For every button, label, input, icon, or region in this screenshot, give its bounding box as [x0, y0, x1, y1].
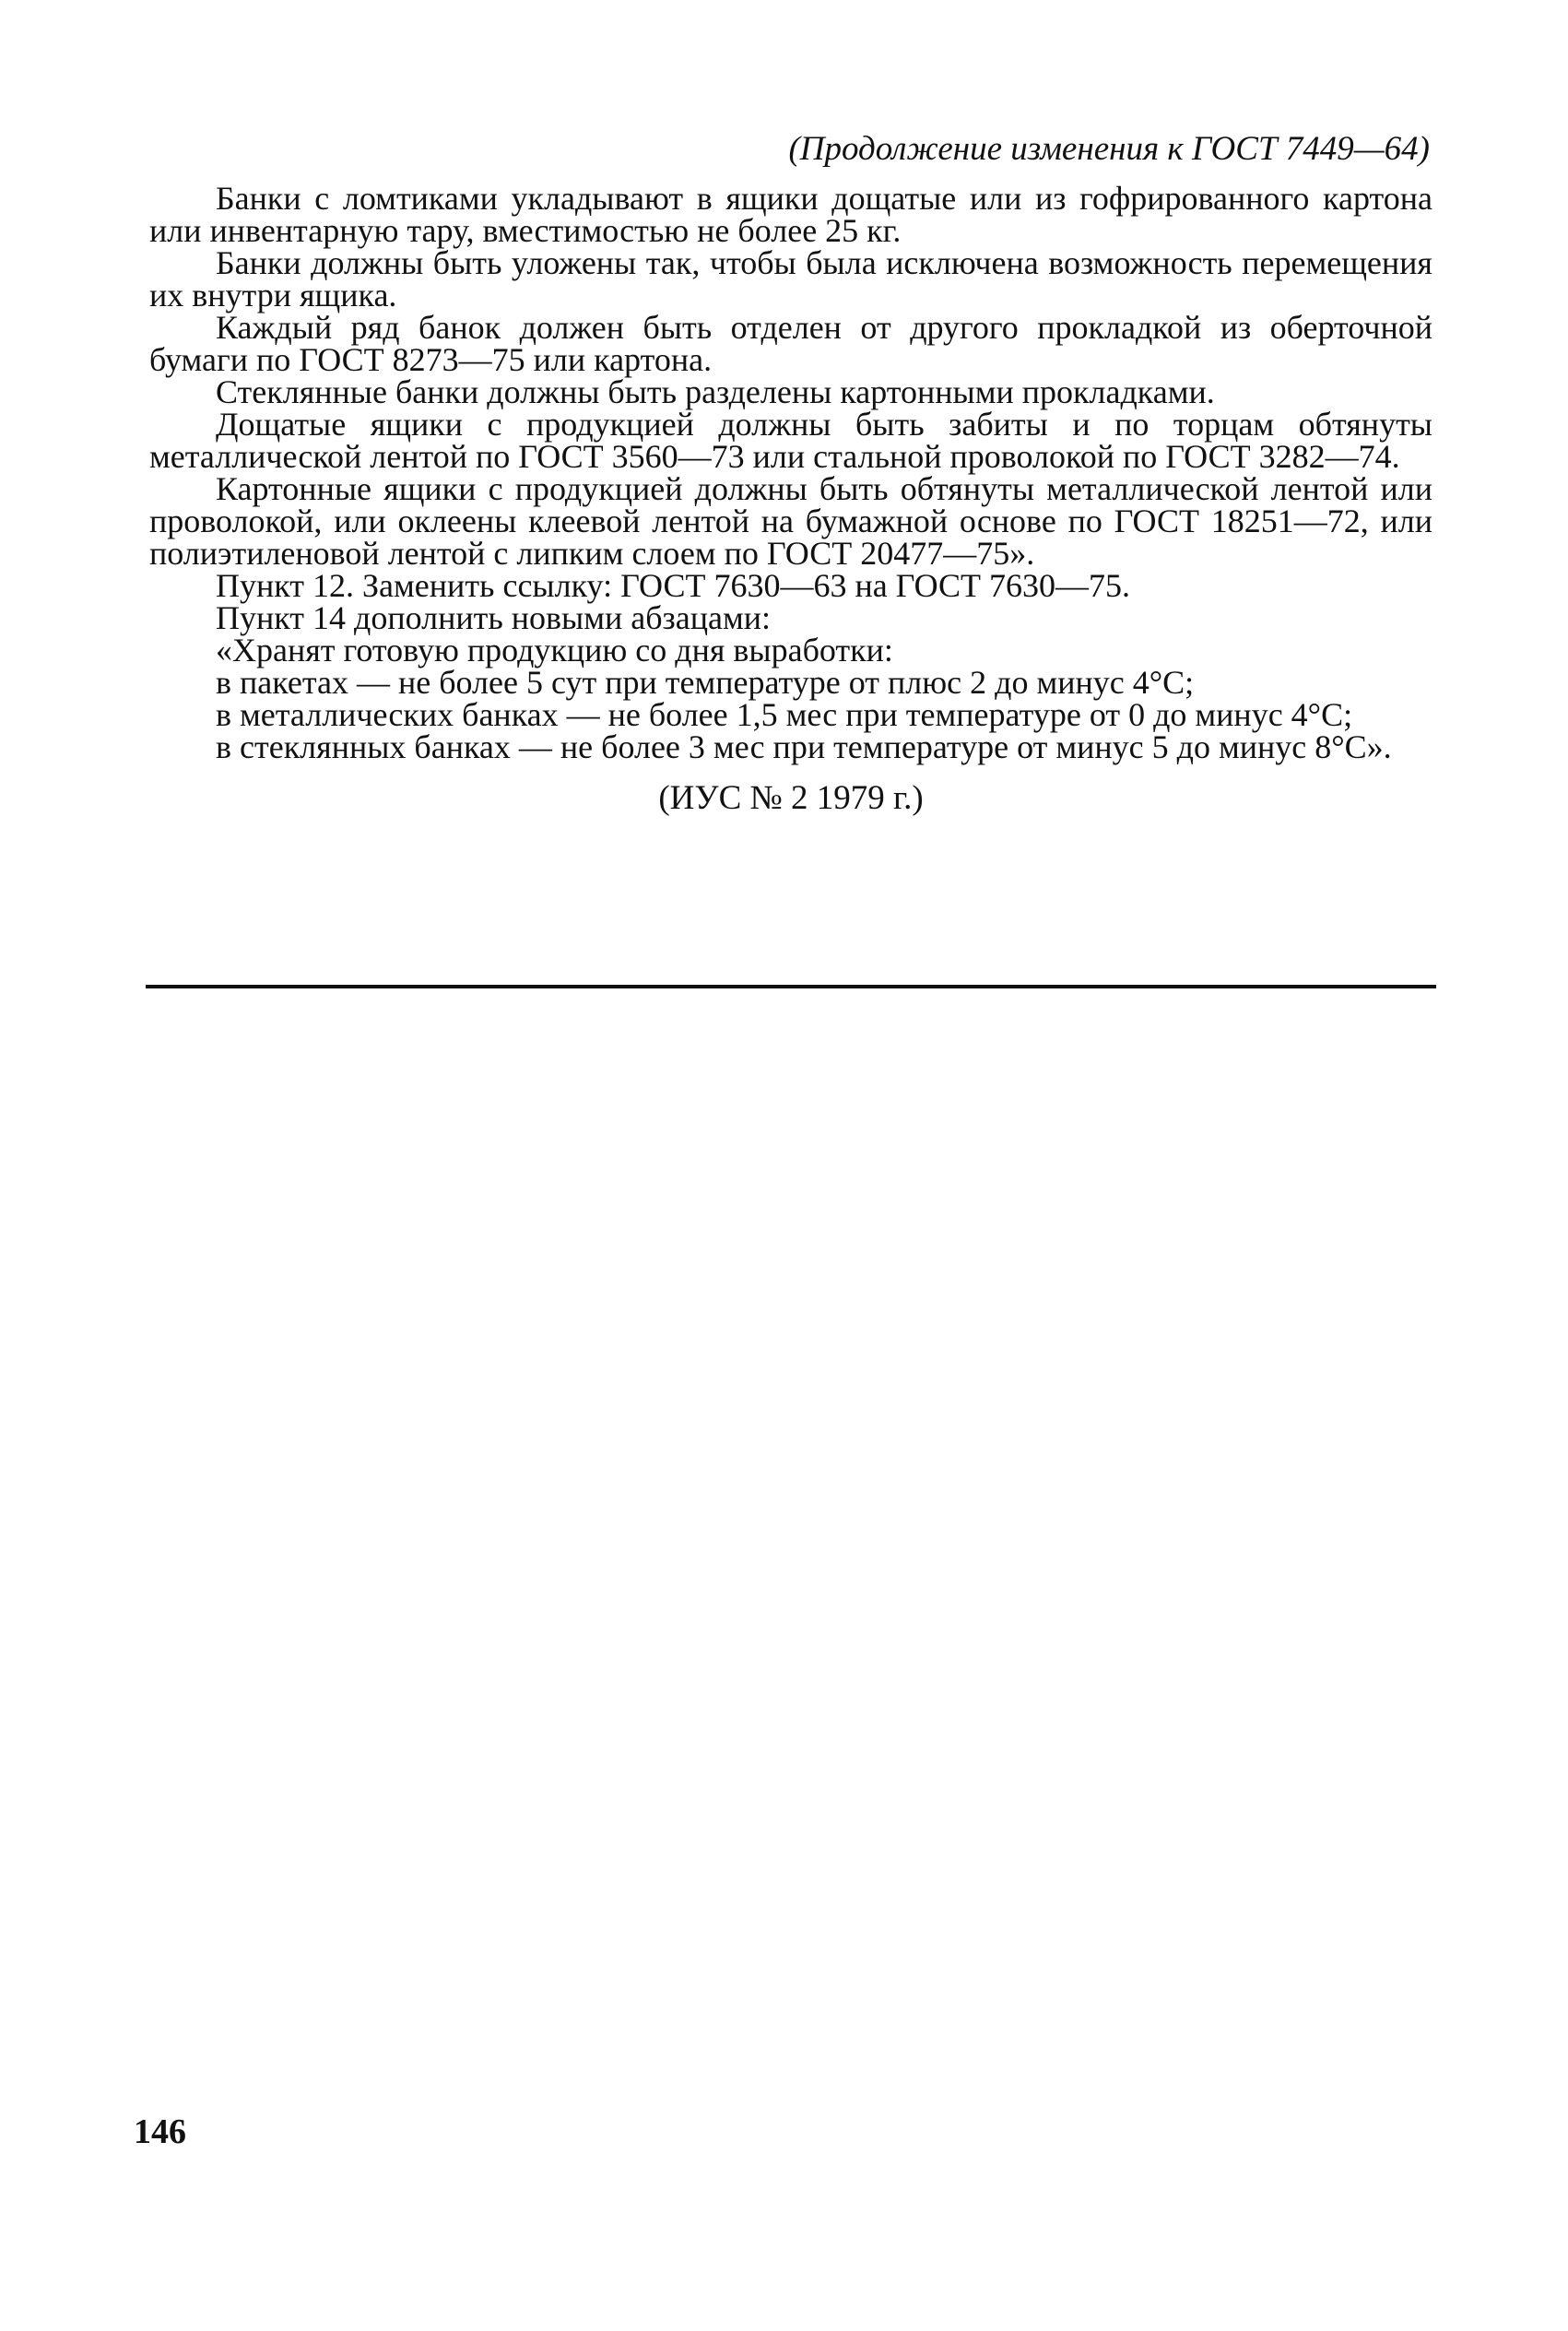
running-head: (Продолжение изменения к ГОСТ 7449—64) — [788, 130, 1430, 168]
paragraph: «Хранят готовую продукцию со дня выработки: — [216, 632, 893, 669]
paragraph: Дощатые ящики с продукцией должны быть забиты и по торцам обтянуты металлической лентой по ГОСТ 3560—73 или стальной проволокой по ГОСТ 3282—74. — [149, 406, 1432, 475]
paragraph: в стеклянных банках — не более 3 мес при температуре от минус 5 до минус 8°С». — [216, 728, 1392, 765]
source-note: (ИУС № 2 1979 г.) — [658, 779, 924, 817]
paragraph: Картонные ящики с продукцией должны быть обтянуты металлической лентой или проволокой, или оклеены клеевой лентой на бумажной основе по ГОСТ 18251—72, или полиэтиленовой лентой с липким слоем по ГОСТ 20477—75». — [149, 470, 1432, 572]
paragraph: в металлических банках — не более 1,5 мес при температуре от 0 до минус 4°С; — [216, 696, 1353, 733]
paragraph: в пакетах — не более 5 сут при температуре от плюс 2 до минус 4°С; — [216, 664, 1195, 701]
paragraph: Банки должны быть уложены так, чтобы была исключена возможность перемещения их внутри ящика. — [149, 244, 1432, 314]
paragraph: Пункт 12. Заменить ссылку: ГОСТ 7630—63 на ГОСТ 7630—75. — [216, 567, 1131, 604]
horizontal-rule — [146, 985, 1436, 988]
paragraph: Каждый ряд банок должен быть отделен от другого прокладкой из оберточной бумаги по ГОСТ 8273—75 или картона. — [149, 309, 1432, 378]
paragraph: Стеклянные банки должны быть разделены картонными прокладками. — [216, 373, 1215, 410]
paragraph: Банки с ломтиками укладывают в ящики дощатые или из гофрированного картона или инвентарную тару, вместимостью не более 25 кг. — [149, 180, 1432, 249]
body-text — [149, 180, 1432, 817]
paragraph: Пункт 14 дополнить новыми абзацами: — [216, 599, 772, 636]
page-number: 146 — [134, 2112, 186, 2151]
